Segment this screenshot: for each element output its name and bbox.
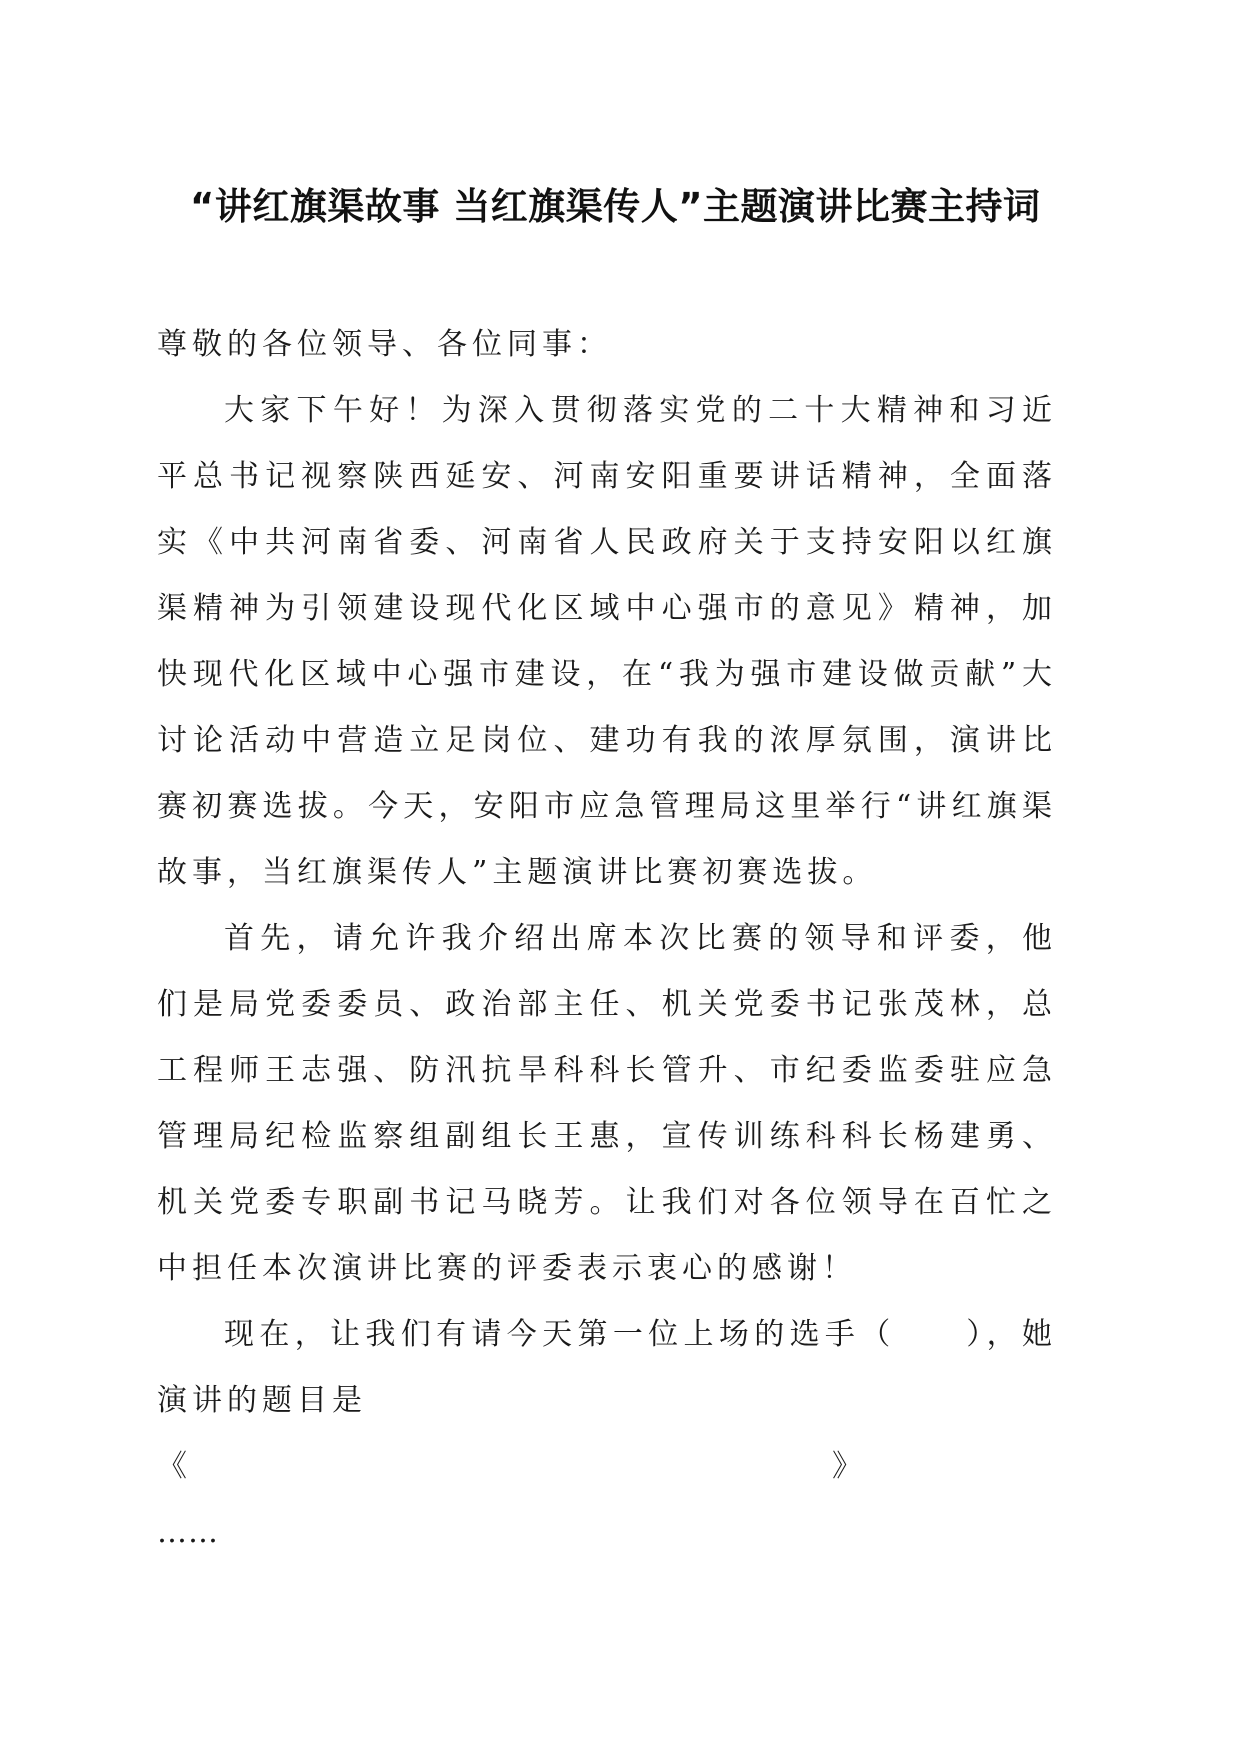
paragraph-opening: 大家下午好！为深入贯彻落实党的二十大精神和习近平总书记视察陕西延安、河南安阳重要讲话精神，全面落实《中共河南省委、河南省人民政府关于支持安阳以红旗渠精神为引领建设现代化区域中心强市的意见》精神，加快现代化区域中心强市建设，在“我为强市建设做贡献”大讨论活动中营造立足岗位、建功有我的浓厚氛围，演讲比赛初赛选拔。今天，安阳市应急管理局这里举行“讲红旗渠故事，当红旗渠传人”主题演讲比赛初赛选拔。 <box>157 393 1057 890</box>
document-body <box>157 312 1057 1566</box>
salutation: 尊敬的各位领导、各位同事： <box>157 327 612 362</box>
document-title: “讲红旗渠故事 当红旗渠传人”主题演讲比赛主持词 <box>190 185 1041 228</box>
book-title-open-mark: 《 <box>157 1449 192 1484</box>
speech-title-blank <box>157 1434 1057 1500</box>
paragraph-judges: 首先，请允许我介绍出席本次比赛的领导和评委，他们是局党委委员、政治部主任、机关党委书记张茂林，总工程师王志强、防汛抗旱科科长管升、市纪委监委驻应急管理局纪检监察组副组长王惠，宣传训练科科长杨建勇、机关党委专职副书记马晓芳。让我们对各位领导在百忙之中担任本次演讲比赛的评委表示衷心的感谢！ <box>157 921 1057 1286</box>
book-title-close-mark: 》 <box>832 1449 867 1484</box>
paragraph-first-contestant: 现在，让我们有请今天第一位上场的选手（ ），她演讲的题目是 <box>157 1317 1057 1418</box>
ellipsis: …… <box>157 1515 219 1550</box>
